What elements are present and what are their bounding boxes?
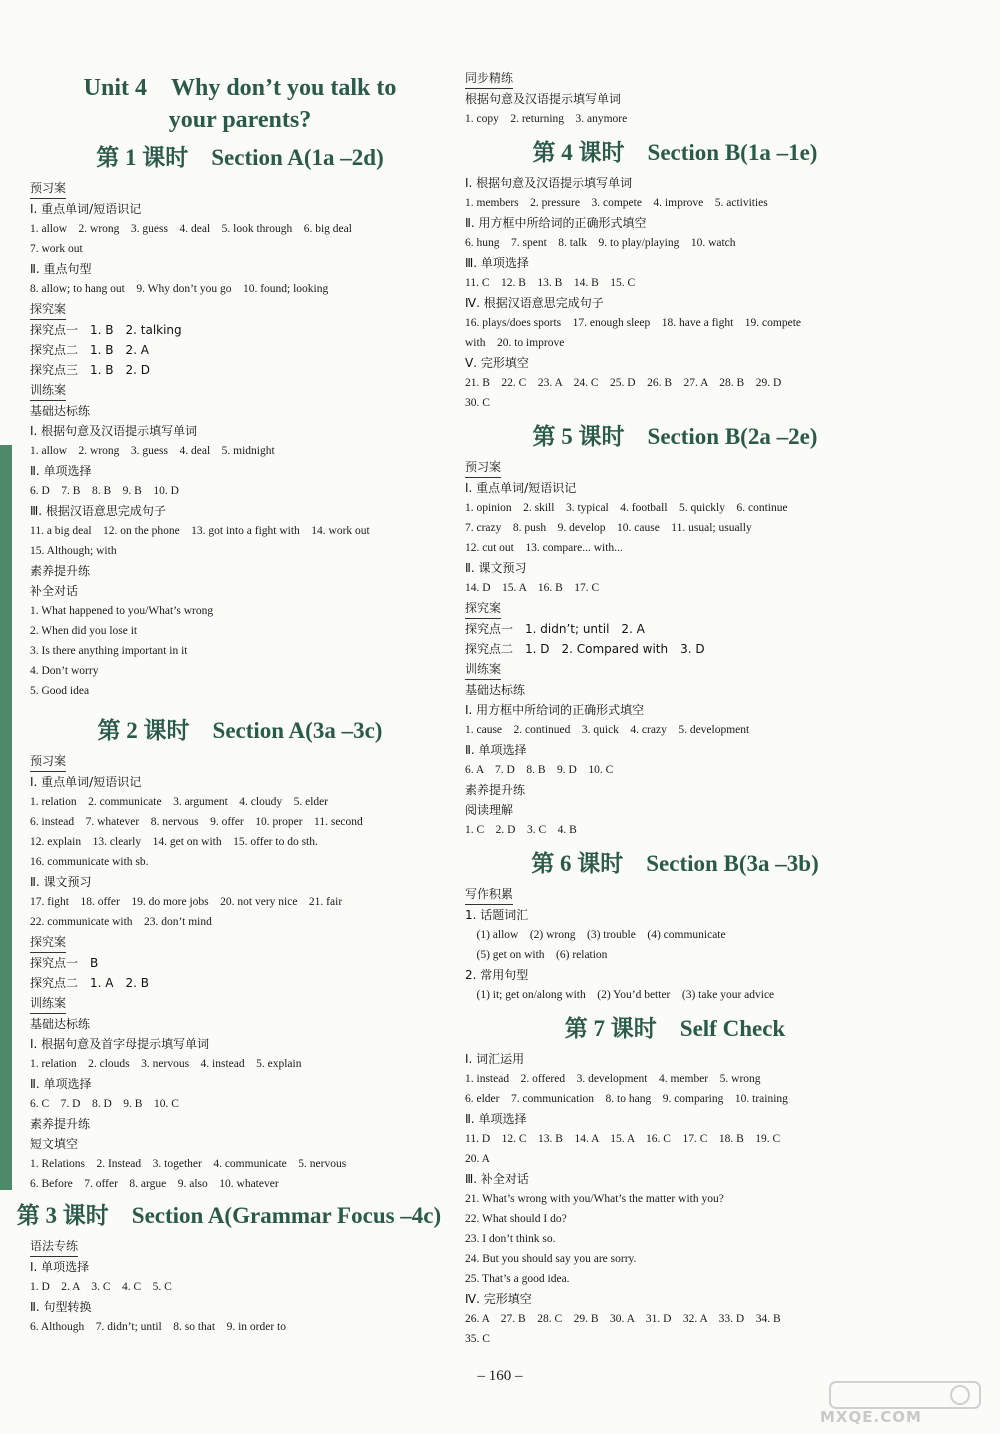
answer-line: 1. instead 2. offered 3. development 4. member 5. wrong — [465, 1073, 761, 1085]
answer-line: 5. Good idea — [30, 685, 90, 697]
lesson-title: 第 3 课时 Section A(Grammar Focus –4c) — [16, 1203, 442, 1228]
section-tag-row — [30, 751, 450, 772]
answer-line: 6. hung 7. spent 8. talk 9. to play/playing 10. watch — [465, 237, 736, 249]
exercise-heading: Ⅱ. 课文预习 — [30, 875, 92, 889]
exercise-heading: 基础达标练 — [30, 1017, 91, 1031]
exercise-heading: 2. 常用句型 — [465, 968, 529, 982]
exercise-heading: 补全对话 — [30, 584, 79, 598]
answer-line: 6. elder 7. communication 8. to hang 9. comparing 10. training — [465, 1093, 788, 1105]
exercise-heading: 探究点一 1. didn’t; until 2. A — [465, 622, 645, 636]
section-tag: 预习案 — [465, 457, 501, 478]
answer-line: 6. Although 7. didn’t; until 8. so that 9. in order to — [30, 1321, 286, 1333]
section-tag-row — [30, 299, 450, 320]
lesson-title: 第 5 课时 Section B(2a –2e) — [532, 424, 818, 449]
section-tag: 写作积累 — [465, 884, 513, 905]
left-column — [16, 0, 450, 1337]
lesson-title: 第 7 课时 Self Check — [564, 1016, 786, 1041]
answer-line: 2. When did you lose it — [30, 625, 138, 637]
exercise-heading: 基础达标练 — [30, 404, 91, 418]
section-tag: 预习案 — [30, 178, 66, 199]
section-tag-row — [465, 659, 885, 680]
answer-line: 1. members 2. pressure 3. compete 4. improve 5. activities — [465, 197, 768, 209]
answer-line: 4. Don’t worry — [30, 665, 99, 677]
green-side-strip — [0, 445, 12, 1190]
answer-line: 16. plays/does sports 17. enough sleep 18. have a fight 19. compete — [465, 317, 801, 329]
watermark-text: MXQE.COM — [820, 1408, 922, 1426]
answer-line: 1. copy 2. returning 3. anymore — [465, 113, 628, 125]
answer-line: 1. What happened to you/What’s wrong — [30, 605, 214, 617]
section-tag-row — [465, 884, 885, 905]
answer-line: 6. A 7. D 8. B 9. D 10. C — [465, 764, 614, 776]
exercise-heading: 探究点一 1. B 2. talking — [30, 323, 182, 337]
exercise-heading: 根据句意及汉语提示填写单词 — [465, 92, 622, 106]
answer-line: 24. But you should say you are sorry. — [465, 1253, 637, 1265]
unit-title — [30, 72, 450, 136]
exercise-heading: 探究点二 1. A 2. B — [30, 976, 149, 990]
answer-line: 23. I don’t think so. — [465, 1233, 556, 1245]
exercise-heading: Ⅱ. 单项选择 — [465, 743, 527, 757]
answer-line: with 20. to improve — [465, 337, 565, 349]
right-column — [465, 0, 885, 1349]
answer-line: 1. allow 2. wrong 3. guess 4. deal 5. midnight — [30, 445, 275, 457]
answer-line: 6. C 7. D 8. D 9. B 10. C — [30, 1098, 179, 1110]
section-tag-row — [30, 178, 450, 199]
exercise-heading: Ⅲ. 补全对话 — [465, 1172, 529, 1186]
answer-line: (1) it; get on/along with (2) You’d better (3) take your advice — [465, 989, 775, 1001]
answer-line: 20. A — [465, 1153, 490, 1165]
answer-line: 7. work out — [30, 243, 83, 255]
section-tag: 同步精练 — [465, 68, 513, 89]
exercise-heading: 基础达标练 — [465, 683, 526, 697]
answer-line: 21. B 22. C 23. A 24. C 25. D 26. B 27. A 28. B 29. D — [465, 377, 782, 389]
section-tag: 训练案 — [465, 659, 501, 680]
section-tag: 探究案 — [30, 299, 66, 320]
exercise-heading: Ⅰ. 词汇运用 — [465, 1052, 525, 1066]
exercise-heading: Ⅰ. 重点单词/短语识记 — [465, 481, 577, 495]
exercise-heading: 探究点二 1. D 2. Compared with 3. D — [465, 642, 705, 656]
section-tag: 训练案 — [30, 380, 66, 401]
exercise-heading: 1. 话题词汇 — [465, 908, 529, 922]
exercise-heading: 短文填空 — [30, 1137, 79, 1151]
answer-line: 1. Relations 2. Instead 3. together 4. communicate 5. nervous — [30, 1158, 347, 1170]
answer-line: (1) allow (2) wrong (3) trouble (4) communicate — [465, 929, 726, 941]
lesson-title: 第 6 课时 Section B(3a –3b) — [531, 851, 819, 876]
answer-line: 30. C — [465, 397, 490, 409]
exercise-heading: 素养提升练 — [465, 783, 526, 797]
answer-line: 11. a big deal 12. on the phone 13. got into a fight with 14. work out — [30, 525, 370, 537]
lesson-title: 第 2 课时 Section A(3a –3c) — [97, 718, 383, 743]
section-tag-row — [465, 598, 885, 619]
answer-line: 17. fight 18. offer 19. do more jobs 20. not very nice 21. fair — [30, 896, 343, 908]
unit-title-line: Unit 4 Why don’t you talk to — [83, 75, 397, 101]
answer-line: 11. D 12. C 13. B 14. A 15. A 16. C 17. C 18. B 19. C — [465, 1133, 781, 1145]
page-number: – 160 – — [477, 1368, 523, 1384]
answer-line: 15. Although; with — [30, 545, 117, 557]
answer-line: 22. What should I do? — [465, 1213, 567, 1225]
answer-line: (5) get on with (6) relation — [465, 949, 608, 961]
exercise-heading: Ⅴ. 完形填空 — [465, 356, 529, 370]
exercise-heading: Ⅱ. 用方框中所给词的正确形式填空 — [465, 216, 647, 230]
answer-line: 6. instead 7. whatever 8. nervous 9. offer 10. proper 11. second — [30, 816, 363, 828]
exercise-heading: Ⅰ. 单项选择 — [30, 1260, 90, 1274]
section-tag: 预习案 — [30, 751, 66, 772]
exercise-heading: Ⅰ. 根据句意及首字母提示填写单词 — [30, 1037, 210, 1051]
lesson-title: 第 1 课时 Section A(1a –2d) — [96, 145, 384, 170]
section-tag: 探究案 — [30, 932, 66, 953]
answer-line: 1. opinion 2. skill 3. typical 4. football 5. quickly 6. continue — [465, 502, 788, 514]
answer-line: 25. That’s a good idea. — [465, 1273, 570, 1285]
answer-line: 1. allow 2. wrong 3. guess 4. deal 5. look through 6. big deal — [30, 223, 352, 235]
exercise-heading: Ⅰ. 用方框中所给词的正确形式填空 — [465, 703, 645, 717]
unit-title-line: your parents? — [168, 107, 312, 133]
exercise-heading: Ⅰ. 重点单词/短语识记 — [30, 775, 142, 789]
exercise-heading: Ⅱ. 单项选择 — [30, 464, 92, 478]
exercise-heading: Ⅳ. 根据汉语意思完成句子 — [465, 296, 604, 310]
section-tag-row — [30, 380, 450, 401]
exercise-heading: Ⅲ. 根据汉语意思完成句子 — [30, 504, 166, 518]
exercise-heading: Ⅰ. 重点单词/短语识记 — [30, 202, 142, 216]
section-tag: 探究案 — [465, 598, 501, 619]
exercise-heading: Ⅰ. 根据句意及汉语提示填写单词 — [30, 424, 198, 438]
answer-line: 1. relation 2. communicate 3. argument 4. cloudy 5. elder — [30, 796, 329, 808]
section-tag: 训练案 — [30, 993, 66, 1014]
answer-line: 21. What’s wrong with you/What’s the matter with you? — [465, 1193, 724, 1205]
section-tag: 语法专练 — [30, 1236, 78, 1257]
answer-line: 1. relation 2. clouds 3. nervous 4. instead 5. explain — [30, 1058, 302, 1070]
exercise-heading: 阅读理解 — [465, 803, 514, 817]
answer-line: 35. C — [465, 1333, 490, 1345]
answer-line: 11. C 12. B 13. B 14. B 15. C — [465, 277, 636, 289]
exercise-heading: 探究点三 1. B 2. D — [30, 363, 151, 377]
section-tag-row — [30, 1236, 450, 1257]
section-tag-row — [465, 68, 885, 89]
answer-line: 1. cause 2. continued 3. quick 4. crazy 5. development — [465, 724, 750, 736]
answer-line: 3. Is there anything important in it — [30, 645, 188, 657]
answer-line: 22. communicate with 23. don’t mind — [30, 916, 212, 928]
lesson-title: 第 4 课时 Section B(1a –1e) — [532, 140, 818, 165]
answer-line: 12. cut out 13. compare... with... — [465, 542, 623, 554]
watermark-logo — [820, 1380, 990, 1430]
exercise-heading: Ⅱ. 单项选择 — [30, 1077, 92, 1091]
answer-line: 12. explain 13. clearly 14. get on with 15. offer to do sth. — [30, 836, 318, 848]
section-tag-row — [465, 457, 885, 478]
exercise-heading: 素养提升练 — [30, 1117, 91, 1131]
answer-line: 26. A 27. B 28. C 29. B 30. A 31. D 32. A 33. D 34. B — [465, 1313, 781, 1325]
answer-line: 1. D 2. A 3. C 4. C 5. C — [30, 1281, 172, 1293]
exercise-heading: Ⅱ. 重点句型 — [30, 262, 92, 276]
exercise-heading: Ⅱ. 课文预习 — [465, 561, 527, 575]
section-tag-row — [30, 993, 450, 1014]
answer-line: 1. C 2. D 3. C 4. B — [465, 824, 577, 836]
exercise-heading: Ⅱ. 单项选择 — [465, 1112, 527, 1126]
exercise-heading: Ⅲ. 单项选择 — [465, 256, 529, 270]
answer-line: 8. allow; to hang out 9. Why don’t you go 10. found; looking — [30, 283, 329, 295]
exercise-heading: Ⅰ. 根据句意及汉语提示填写单词 — [465, 176, 633, 190]
exercise-heading: 素养提升练 — [30, 564, 91, 578]
answer-line: 7. crazy 8. push 9. develop 10. cause 11. usual; usually — [465, 522, 752, 534]
section-tag-row — [30, 932, 450, 953]
watermark-icon — [820, 1380, 990, 1410]
answer-line: 16. communicate with sb. — [30, 856, 149, 868]
answer-line: 6. Before 7. offer 8. argue 9. also 10. whatever — [30, 1178, 279, 1190]
answer-line: 6. D 7. B 8. B 9. B 10. D — [30, 485, 179, 497]
answer-line: 14. D 15. A 16. B 17. C — [465, 582, 600, 594]
exercise-heading: Ⅱ. 句型转换 — [30, 1300, 92, 1314]
exercise-heading: 探究点一 B — [30, 956, 99, 970]
exercise-heading: Ⅳ. 完形填空 — [465, 1292, 532, 1306]
exercise-heading: 探究点二 1. B 2. A — [30, 343, 149, 357]
